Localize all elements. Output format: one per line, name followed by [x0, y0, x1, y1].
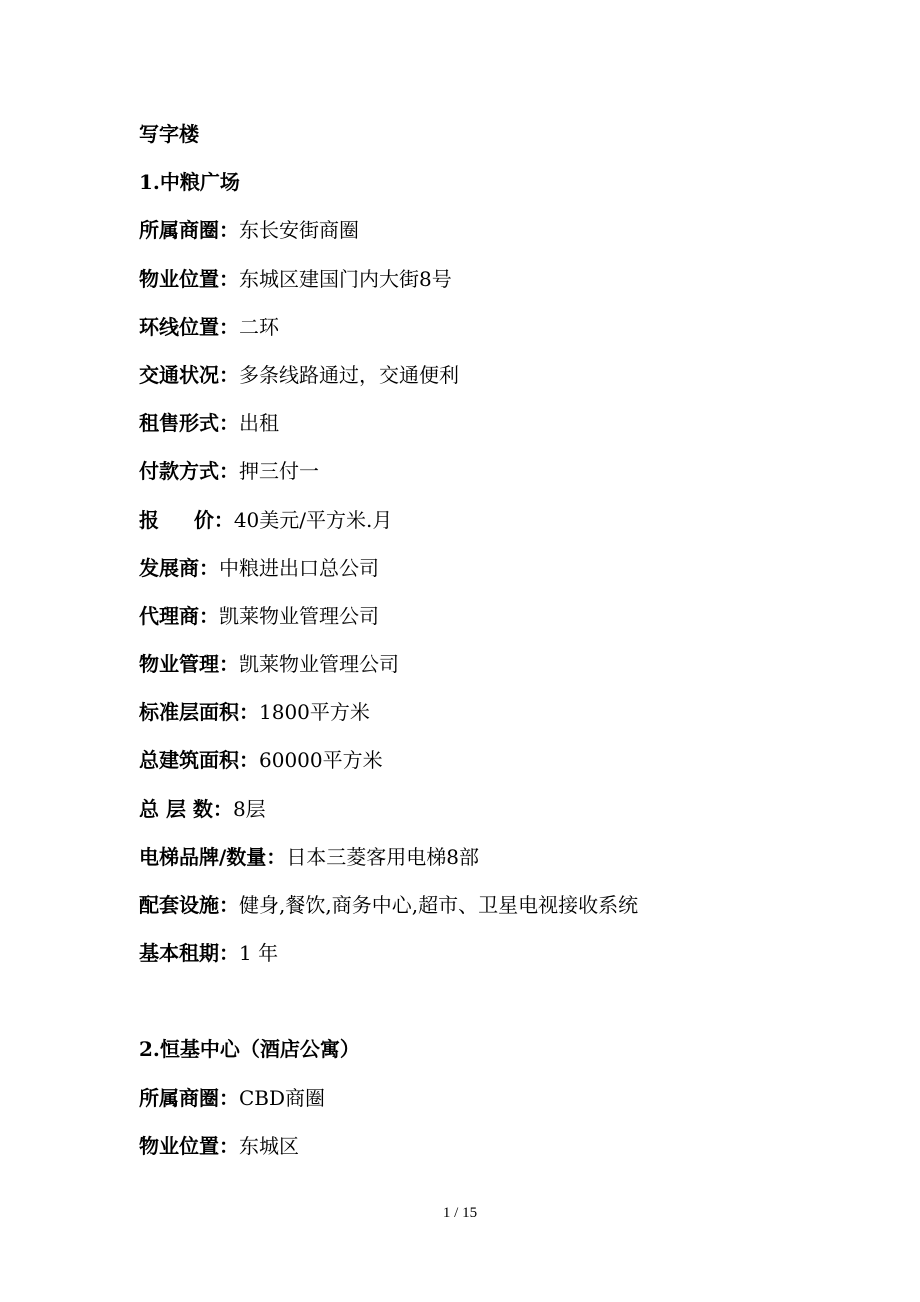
- field-row: [139, 262, 839, 310]
- field-value: 60000平方米: [259, 748, 383, 773]
- field-label: 环线位置：: [139, 314, 239, 339]
- field-value: 中粮进出口总公司: [219, 555, 379, 580]
- field-label: 总 层 数：: [139, 796, 233, 821]
- section-title: 2.恒基中心（酒店公寓）: [139, 1037, 360, 1062]
- field-value: 押三付一: [239, 459, 319, 484]
- field-label: 配套设施：: [139, 893, 239, 917]
- field-row: [139, 888, 839, 936]
- field-row: [139, 792, 839, 840]
- field-row: [139, 406, 839, 454]
- field-value: 凯莱物业管理公司: [239, 652, 399, 677]
- field-row: [139, 599, 839, 647]
- field-row: [139, 936, 839, 984]
- section-spacer: [139, 984, 839, 1032]
- field-row: [139, 310, 839, 358]
- field-row: [139, 213, 839, 261]
- field-label: 物业位置：: [139, 266, 239, 291]
- field-row: [139, 647, 839, 695]
- field-value: 二环: [239, 314, 279, 339]
- field-value: 1800平方米: [259, 700, 370, 725]
- page-number: 1 / 15: [442, 1205, 478, 1221]
- field-row: [139, 1129, 839, 1177]
- field-value: 东城区: [239, 1133, 299, 1158]
- field-row: [139, 551, 839, 599]
- field-value: 健身,餐饮,商务中心,超市、卫星电视接收系统: [239, 893, 639, 917]
- field-value: 出租: [239, 411, 279, 436]
- field-value: CBD商圈: [239, 1085, 326, 1110]
- field-row: [139, 840, 839, 888]
- field-label: 付款方式：: [139, 459, 239, 484]
- field-label: 基本租期：: [139, 941, 239, 966]
- document-heading: 写字楼: [139, 122, 199, 146]
- field-value: 凯莱物业管理公司: [219, 603, 379, 628]
- field-label: 电梯品牌/数量：: [139, 844, 287, 869]
- field-row: [139, 503, 839, 551]
- field-label: 所属商圈：: [139, 218, 239, 243]
- field-label: 发展商：: [139, 555, 219, 580]
- field-value: 多条线路通过，交通便利: [239, 362, 459, 387]
- field-label: 总建筑面积：: [139, 748, 259, 773]
- field-value: 1 年: [239, 941, 279, 966]
- field-label: 租售形式：: [139, 411, 239, 436]
- field-value: 日本三菱客用电梯8部: [286, 844, 480, 869]
- field-label: 物业管理：: [139, 652, 239, 677]
- field-label: 物业位置：: [139, 1133, 239, 1158]
- field-value: 东长安街商圈: [239, 218, 359, 243]
- field-row: [139, 358, 839, 406]
- field-label: 所属商圈：: [139, 1085, 239, 1110]
- field-label: 标准层面积：: [139, 700, 259, 725]
- field-row: [139, 695, 839, 743]
- field-value: 8层: [232, 796, 266, 821]
- field-value: 40美元/平方米.月: [233, 507, 393, 532]
- document-body: [139, 117, 839, 1177]
- field-row: [139, 454, 839, 502]
- field-label: 代理商：: [139, 603, 219, 628]
- field-value: 东城区建国门内大街8号: [239, 266, 452, 291]
- field-label: 报 价：: [139, 507, 234, 532]
- field-row: [139, 1081, 839, 1129]
- field-label: 交通状况：: [139, 362, 239, 387]
- field-row: [139, 743, 839, 791]
- section-title: 1.中粮广场: [139, 170, 240, 195]
